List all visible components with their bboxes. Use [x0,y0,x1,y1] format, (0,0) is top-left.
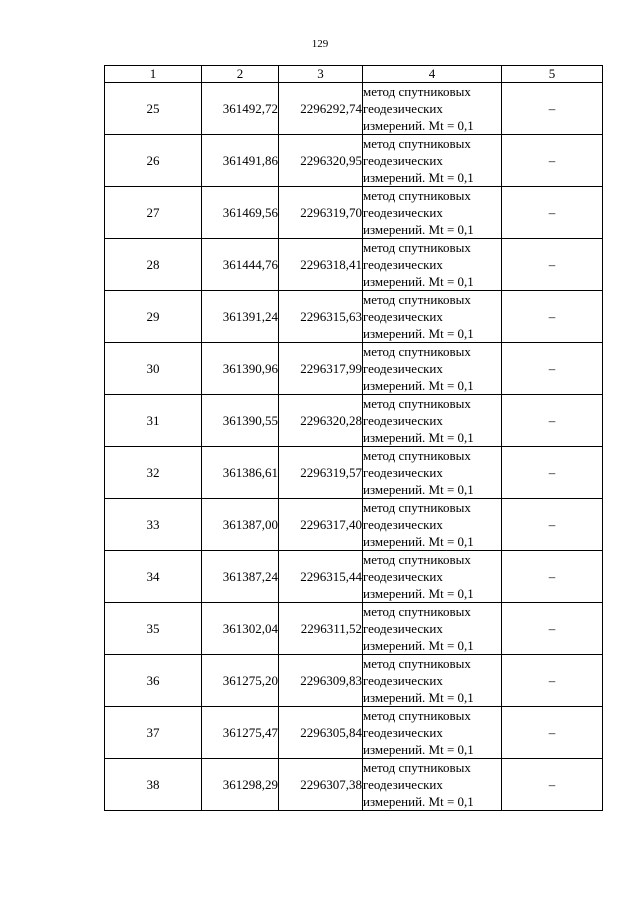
y-coordinate-cell: 2296309,83 [279,655,363,707]
method-line: измерений. Mt = 0,1 [363,742,474,757]
y-coordinate-cell: 2296292,74 [279,83,363,135]
method-line: метод спутниковых [363,552,471,567]
method-line: метод спутниковых [363,500,471,515]
method-line: метод спутниковых [363,344,471,359]
method-line: измерений. Mt = 0,1 [363,534,474,549]
table-row [105,447,603,499]
method-line: метод спутниковых [363,448,471,463]
table-row [105,551,603,603]
table-row [105,135,603,187]
method-line: геодезических [363,777,443,792]
table-row [105,343,603,395]
method-cell [363,239,502,291]
method-cell [363,655,502,707]
y-coordinate-cell: 2296320,95 [279,135,363,187]
x-coordinate-cell: 361469,56 [202,187,279,239]
method-line: геодезических [363,257,443,272]
y-coordinate-cell: 2296305,84 [279,707,363,759]
y-coordinate-cell: 2296318,41 [279,239,363,291]
method-line: метод спутниковых [363,708,471,723]
method-line: геодезических [363,673,443,688]
point-number-cell: 25 [105,83,202,135]
method-cell [363,83,502,135]
y-coordinate-cell: 2296315,44 [279,551,363,603]
method-line: измерений. Mt = 0,1 [363,586,474,601]
point-number-cell: 35 [105,603,202,655]
table-row [105,83,603,135]
method-line: измерений. Mt = 0,1 [363,430,474,445]
point-number-cell: 30 [105,343,202,395]
point-number-cell: 29 [105,291,202,343]
method-cell [363,759,502,811]
method-line: измерений. Mt = 0,1 [363,118,474,133]
method-line: геодезических [363,101,443,116]
page-number: 129 [311,38,329,50]
method-line: метод спутниковых [363,656,471,671]
y-coordinate-cell: 2296317,99 [279,343,363,395]
method-line: измерений. Mt = 0,1 [363,170,474,185]
method-line: измерений. Mt = 0,1 [363,794,474,809]
method-cell [363,551,502,603]
y-coordinate-cell: 2296315,63 [279,291,363,343]
table-row [105,707,603,759]
method-line: геодезических [363,309,443,324]
method-line: геодезических [363,205,443,220]
header-col-2: 2 [202,66,279,83]
method-line: метод спутниковых [363,84,471,99]
point-number-cell: 31 [105,395,202,447]
method-line: геодезических [363,621,443,636]
method-line: измерений. Mt = 0,1 [363,638,474,653]
method-line: метод спутниковых [363,188,471,203]
table-row [105,655,603,707]
table-header-row [105,66,603,83]
table-row [105,187,603,239]
method-line: метод спутниковых [363,396,471,411]
y-coordinate-cell: 2296311,52 [279,603,363,655]
method-line: измерений. Mt = 0,1 [363,274,474,289]
method-line: геодезических [363,517,443,532]
x-coordinate-cell: 361492,72 [202,83,279,135]
note-cell: – [502,499,603,551]
note-cell: – [502,655,603,707]
point-number-cell: 26 [105,135,202,187]
x-coordinate-cell: 361390,96 [202,343,279,395]
point-number-cell: 33 [105,499,202,551]
point-number-cell: 37 [105,707,202,759]
table-row [105,395,603,447]
note-cell: – [502,187,603,239]
method-line: геодезических [363,725,443,740]
header-col-5: 5 [502,66,603,83]
table-body [105,83,603,811]
method-line: измерений. Mt = 0,1 [363,482,474,497]
method-cell [363,395,502,447]
method-line: измерений. Mt = 0,1 [363,378,474,393]
method-line: геодезических [363,465,443,480]
x-coordinate-cell: 361444,76 [202,239,279,291]
method-cell [363,187,502,239]
method-line: геодезических [363,153,443,168]
note-cell: – [502,707,603,759]
point-number-cell: 34 [105,551,202,603]
x-coordinate-cell: 361386,61 [202,447,279,499]
header-col-3: 3 [279,66,363,83]
method-line: геодезических [363,413,443,428]
table-row [105,239,603,291]
y-coordinate-cell: 2296319,70 [279,187,363,239]
point-number-cell: 32 [105,447,202,499]
note-cell: – [502,395,603,447]
y-coordinate-cell: 2296307,38 [279,759,363,811]
method-line: метод спутниковых [363,136,471,151]
method-cell [363,447,502,499]
point-number-cell: 38 [105,759,202,811]
x-coordinate-cell: 361302,04 [202,603,279,655]
y-coordinate-cell: 2296319,57 [279,447,363,499]
method-cell [363,291,502,343]
header-col-1: 1 [105,66,202,83]
method-line: измерений. Mt = 0,1 [363,690,474,705]
x-coordinate-cell: 361298,29 [202,759,279,811]
point-number-cell: 28 [105,239,202,291]
note-cell: – [502,603,603,655]
note-cell: – [502,343,603,395]
point-number-cell: 36 [105,655,202,707]
method-line: метод спутниковых [363,292,471,307]
note-cell: – [502,447,603,499]
method-line: измерений. Mt = 0,1 [363,326,474,341]
note-cell: – [502,239,603,291]
x-coordinate-cell: 361275,20 [202,655,279,707]
x-coordinate-cell: 361387,24 [202,551,279,603]
table-row [105,603,603,655]
method-line: метод спутниковых [363,604,471,619]
table-row [105,759,603,811]
note-cell: – [502,135,603,187]
method-line: метод спутниковых [363,760,471,775]
point-number-cell: 27 [105,187,202,239]
note-cell: – [502,759,603,811]
coordinates-table [104,65,603,811]
method-line: геодезических [363,569,443,584]
y-coordinate-cell: 2296317,40 [279,499,363,551]
method-line: геодезических [363,361,443,376]
method-line: метод спутниковых [363,240,471,255]
x-coordinate-cell: 361491,86 [202,135,279,187]
method-cell [363,135,502,187]
table-row [105,499,603,551]
x-coordinate-cell: 361390,55 [202,395,279,447]
x-coordinate-cell: 361387,00 [202,499,279,551]
note-cell: – [502,291,603,343]
method-line: измерений. Mt = 0,1 [363,222,474,237]
method-cell [363,499,502,551]
method-cell [363,603,502,655]
x-coordinate-cell: 361275,47 [202,707,279,759]
y-coordinate-cell: 2296320,28 [279,395,363,447]
x-coordinate-cell: 361391,24 [202,291,279,343]
header-col-4: 4 [363,66,502,83]
method-cell [363,707,502,759]
note-cell: – [502,551,603,603]
method-cell [363,343,502,395]
note-cell: – [502,83,603,135]
table-row [105,291,603,343]
